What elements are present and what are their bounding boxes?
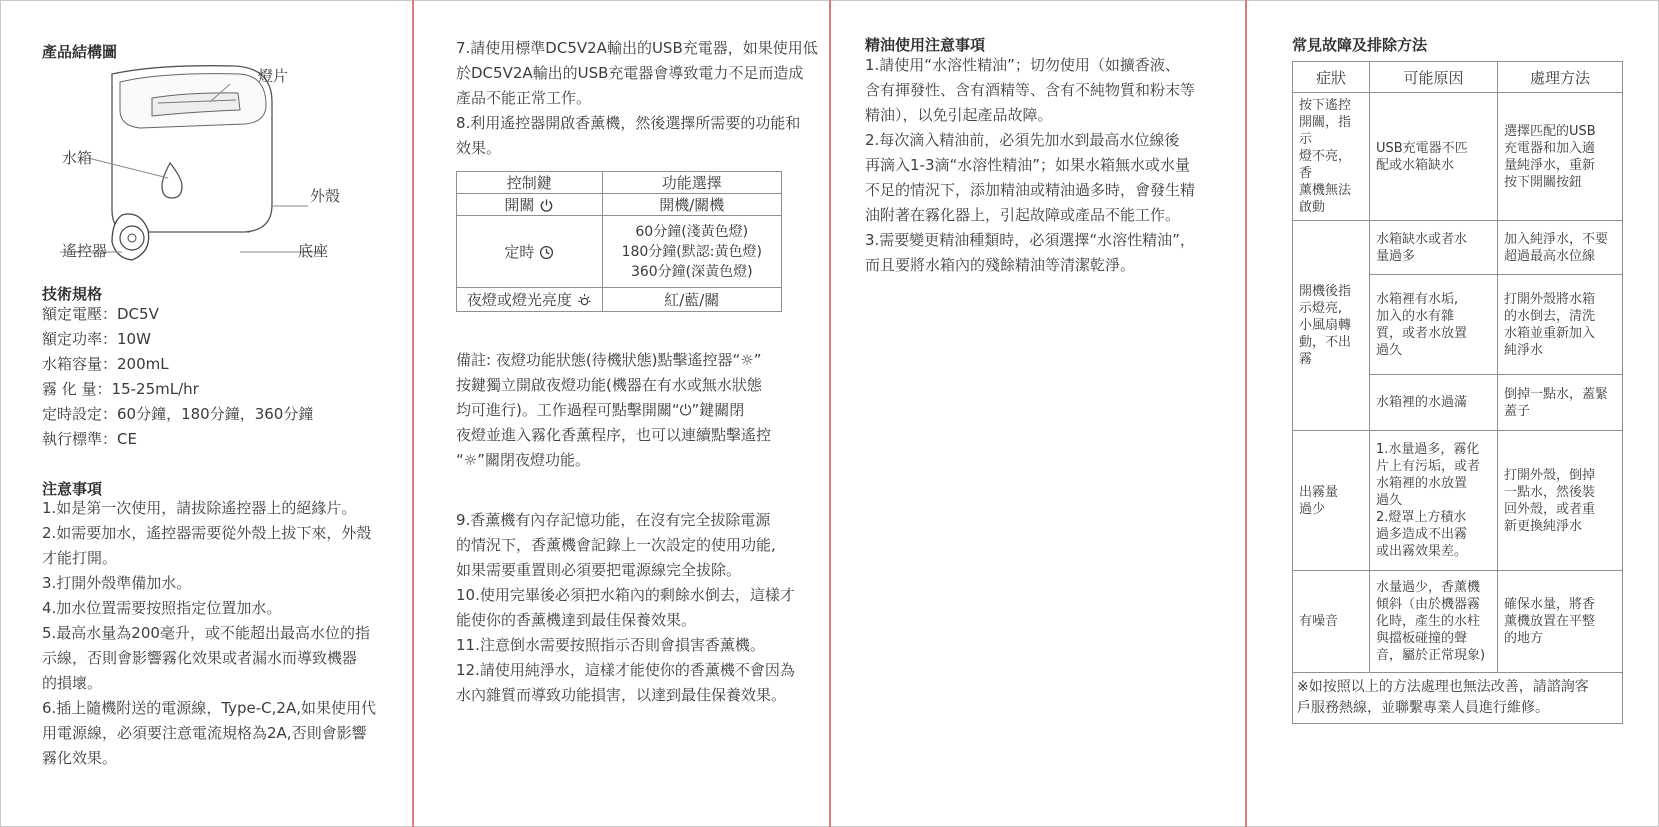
text-line: 薰機放置在平整 — [1504, 614, 1596, 629]
oil-line: 精油），以免引起產品故障。 — [865, 106, 1053, 124]
remark-line: “☼”關閉夜燈功能。 — [456, 451, 590, 469]
cause-cell — [1370, 221, 1498, 275]
text-line: 開機後指 — [1299, 284, 1352, 299]
fix-cell — [1498, 431, 1623, 571]
text-line: 純淨水 — [1504, 342, 1544, 358]
note-line: 6.插上隨機附送的電源線，Type-C,2A,如果使用代 — [42, 699, 376, 717]
light-key-label: 夜燈或燈光亮度 — [466, 291, 572, 309]
timer-option: 60分鐘(淺黃色燈) — [635, 223, 749, 240]
text-line: 啟動 — [1299, 200, 1326, 215]
text-line: 片上有污垢，或者 — [1376, 459, 1481, 474]
text-line: 超過最高水位線 — [1504, 248, 1596, 264]
label-remote: 遙控器 — [62, 242, 108, 260]
note-line: 的損壞。 — [42, 674, 103, 692]
label-shell: 外殼 — [310, 187, 341, 205]
text-line: 音，屬於正常現象) — [1376, 648, 1486, 663]
text-line: 按下遙控 — [1299, 98, 1352, 113]
header-cause: 可能原因 — [1370, 62, 1498, 93]
instruction-line: 10.使用完畢後必須把水箱內的剩餘水倒去，這樣才 — [456, 586, 795, 604]
label-base: 底座 — [298, 242, 329, 260]
label-diffuser: 燈片 — [258, 67, 289, 85]
spec-timer: 定時設定：60分鐘，180分鐘，360分鐘 — [42, 405, 314, 423]
spec-mist: 霧 化 量：15-25mL/hr — [42, 380, 199, 398]
symptom-cell — [1293, 221, 1370, 431]
oil-notes — [865, 53, 1241, 278]
timer-key-label: 定時 — [504, 243, 535, 261]
remark-block — [456, 348, 826, 473]
symptom-cell — [1293, 431, 1370, 571]
text-line: 化時，產生的水柱 — [1376, 614, 1481, 629]
text-line: 戶服務熱線，並聯繫專業人員進行維修。 — [1297, 700, 1549, 716]
text-line: USB充電器不匹 — [1376, 140, 1468, 156]
text-line: 選擇匹配的USB — [1504, 123, 1596, 139]
text-line: 打開外殼，倒掉 — [1504, 467, 1596, 483]
note-line: 示線，否則會影響霧化效果或者漏水而導致機器 — [42, 649, 358, 667]
light-icon — [577, 293, 592, 308]
instructions-top — [456, 36, 826, 161]
text-line: 回外殼，或者重 — [1504, 501, 1596, 517]
power-function: 開機/關機 — [602, 194, 781, 216]
text-line: 水箱缺水或者水 — [1376, 231, 1468, 247]
text-line: 一點水，然後裝 — [1504, 484, 1596, 500]
note-line: 5.最高水量為200毫升，或不能超出最高水位的指 — [42, 624, 370, 642]
text-line: 開關，指示 — [1299, 115, 1352, 147]
column-1 — [0, 0, 412, 827]
control-power-cell — [457, 194, 603, 216]
cause-cell — [1370, 275, 1498, 375]
cause-cell — [1370, 431, 1498, 571]
text-line: 動，不出 — [1299, 335, 1352, 350]
column-3 — [831, 0, 1245, 827]
label-tank: 水箱 — [62, 149, 93, 167]
oil-line: 2.每次滴入精油前，必須先加水到最高水位線後 — [865, 131, 1180, 149]
troubleshoot-table — [1292, 61, 1623, 724]
text-line: 小風扇轉 — [1299, 318, 1352, 333]
text-line: 2.燈罩上方積水 — [1376, 510, 1467, 525]
product-diagram — [40, 60, 360, 270]
text-line: 過多造成不出霧 — [1376, 527, 1468, 542]
instruction-line: 11.注意倒水需要按照指示否則會損害香薰機。 — [456, 636, 765, 654]
oil-line: 油附著在霧化器上，引起故障或產品不能工作。 — [865, 206, 1181, 224]
remark-line: 夜燈並進入霧化香薰程序，也可以連續點擊遙控 — [456, 426, 772, 444]
troubleshoot-title: 常見故障及排除方法 — [1292, 36, 1428, 54]
power-key-label: 開關 — [504, 196, 535, 214]
text-line: 倒掉一點水，蓋緊 — [1504, 386, 1609, 402]
header-symptom: 症狀 — [1293, 62, 1370, 93]
column-2 — [414, 0, 829, 827]
fix-cell — [1498, 221, 1623, 275]
text-line: 打開外殼將水箱 — [1504, 291, 1596, 307]
instructions-bottom — [456, 508, 826, 708]
remark-line: 按鍵獨立開啟夜燈功能(機器在有水或無水狀態 — [456, 376, 762, 394]
timer-option: 360分鐘(深黃色燈) — [630, 263, 753, 280]
fix-cell — [1498, 93, 1623, 221]
column-4 — [1247, 0, 1659, 827]
text-line: 加入的水有雜 — [1376, 308, 1455, 324]
oil-line: 而且要將水箱內的殘餘精油等清潔乾淨。 — [865, 256, 1136, 274]
timer-functions — [602, 216, 781, 288]
spec-voltage: 額定電壓：DC5V — [42, 305, 159, 323]
text-line: 水箱裡有水垢, — [1376, 291, 1459, 307]
power-icon — [539, 198, 554, 213]
header-fix: 處理方法 — [1498, 62, 1623, 93]
control-timer-cell — [457, 216, 603, 288]
text-line: 示燈亮, — [1299, 301, 1343, 316]
note-line: 4.加水位置需要按照指定位置加水。 — [42, 599, 282, 617]
symptom-cell — [1293, 571, 1370, 673]
instruction-line: 產品不能正常工作。 — [456, 89, 592, 107]
instruction-line: 8.利用遙控器開啟香薰機，然後選擇所需要的功能和 — [456, 114, 801, 132]
instruction-line: 如果需要重置則必須要把電源線完全拔除。 — [456, 561, 742, 579]
oil-line: 3.需要變更精油種類時，必須選擇“水溶性精油”， — [865, 231, 1195, 249]
notes-list — [42, 496, 408, 771]
text-line: 充電器和加入適 — [1504, 140, 1596, 156]
control-head-key: 控制鍵 — [457, 172, 603, 194]
text-line: 有噪音 — [1299, 614, 1339, 629]
oil-title: 精油使用注意事項 — [865, 36, 986, 54]
instruction-line: 的情況下，香薰機會記錄上一次設定的使用功能, — [456, 536, 776, 554]
note-line: 霧化效果。 — [42, 749, 118, 767]
text-line: 確保水量，將香 — [1504, 597, 1596, 612]
instruction-line: 效果。 — [456, 139, 502, 157]
cause-cell — [1370, 375, 1498, 431]
timer-option: 180分鐘(默認:黃色燈) — [621, 243, 762, 260]
text-line: 量純淨水，重新 — [1504, 157, 1596, 173]
cause-cell — [1370, 571, 1498, 673]
text-line: 水量過少，香薰機 — [1376, 580, 1481, 595]
note-line: 用電源線，必須要注意電流規格為2A,否則會影響 — [42, 724, 367, 742]
cause-cell — [1370, 93, 1498, 221]
fix-cell — [1498, 275, 1623, 375]
oil-line: 1.請使用“水溶性精油”；切勿使用（如擴香液、 — [865, 56, 1180, 74]
remark-line: 備註: 夜燈功能狀態(待機狀態)點擊遙控器“☼” — [456, 351, 762, 369]
text-line: 水箱裡的水放置 — [1376, 476, 1468, 491]
specs-title: 技術規格 — [42, 285, 103, 303]
text-line: 的地方 — [1504, 631, 1544, 646]
text-line: 配或水箱缺水 — [1376, 157, 1455, 173]
instruction-line: 12.請使用純淨水，這樣才能使你的香薰機不會因為 — [456, 661, 795, 679]
text-line: 與擋板碰撞的聲 — [1376, 631, 1468, 646]
text-line: 水箱裡的水過滿 — [1376, 395, 1468, 410]
text-line: 按下開關按鈕 — [1504, 174, 1583, 190]
instruction-line: 於DC5V2A輸出的USB充電器會導致電力不足而造成 — [456, 64, 804, 82]
instruction-line: 9.香薰機有內存記憶功能，在沒有完全拔除電源 — [456, 511, 771, 529]
text-line: 燈不亮，香 — [1299, 149, 1352, 181]
oil-line: 含有揮發性、含有酒精等、含有不純物質和粉末等 — [865, 81, 1196, 99]
fix-cell — [1498, 375, 1623, 431]
text-line: 或出霧效果差。 — [1376, 544, 1468, 559]
control-light-cell — [457, 288, 603, 312]
text-line: 過久 — [1376, 493, 1403, 508]
text-line: 加入純淨水，不要 — [1504, 231, 1609, 247]
text-line: 的水倒去，清洗 — [1504, 308, 1596, 324]
note-line: 2.如需要加水，遙控器需要從外殼上拔下來，外殼 — [42, 524, 372, 542]
control-head-function: 功能選擇 — [602, 172, 781, 194]
text-line: 過久 — [1376, 342, 1403, 358]
text-line: 水箱並重新加入 — [1504, 325, 1596, 341]
instruction-line: 水內雜質而導致功能損害，以達到最佳保養效果。 — [456, 686, 787, 704]
note-line: 1.如是第一次使用，請拔除遙控器上的絕緣片。 — [42, 499, 357, 517]
spec-capacity: 水箱容量：200mL — [42, 355, 169, 373]
control-table — [456, 171, 782, 312]
text-line: 薰機無法 — [1299, 183, 1352, 198]
text-line: 霧 — [1299, 352, 1313, 367]
clock-icon — [539, 245, 554, 260]
text-line: 蓋子 — [1504, 403, 1531, 419]
text-line: 量過多 — [1376, 248, 1416, 264]
spec-standard: 執行標準：CE — [42, 430, 137, 448]
note-line: 才能打開。 — [42, 549, 118, 567]
notes-title: 注意事項 — [42, 480, 103, 498]
text-line: 出霧量 — [1299, 484, 1339, 500]
text-line: 過少 — [1299, 501, 1326, 517]
fix-cell — [1498, 571, 1623, 673]
text-line: 傾斜（由於機器霧 — [1376, 597, 1481, 612]
oil-line: 再滴入1-3滴“水溶性精油”；如果水箱無水或水量 — [865, 156, 1191, 174]
light-function: 紅/藍/關 — [602, 288, 781, 312]
instruction-line: 7.請使用標準DC5V2A輸出的USB充電器，如果使用低 — [456, 39, 818, 57]
symptom-cell — [1293, 93, 1370, 221]
text-line: 1.水量過多，霧化 — [1376, 442, 1480, 457]
structure-title: 產品結構圖 — [42, 43, 118, 61]
note-line: 3.打開外殼準備加水。 — [42, 574, 192, 592]
oil-line: 不足的情況下，添加精油或精油過多時，會發生精 — [865, 181, 1196, 199]
instruction-line: 能使你的香薰機達到最佳保養效果。 — [456, 611, 697, 629]
spec-power: 額定功率：10W — [42, 330, 151, 348]
troubleshoot-footer — [1293, 673, 1623, 724]
remark-line: 均可進行)。工作過程可點擊開關“⏻”鍵關閉 — [456, 401, 745, 419]
specs-list — [42, 302, 313, 452]
text-line: ※如按照以上的方法處理也無法改善，請諮詢客 — [1297, 679, 1589, 695]
text-line: 質，或者水放置 — [1376, 325, 1468, 341]
text-line: 新更換純淨水 — [1504, 518, 1583, 534]
